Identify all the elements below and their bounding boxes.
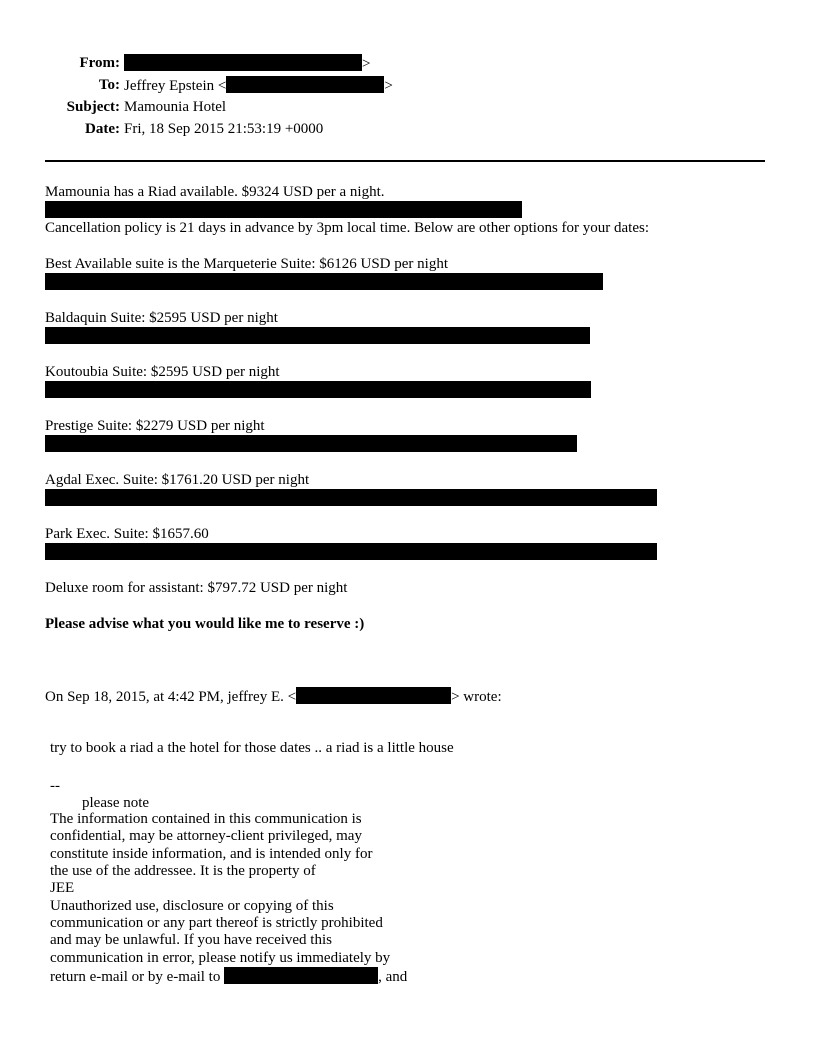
from-value (124, 54, 370, 73)
to-name: Jeffrey Epstein < (124, 78, 227, 94)
disclaimer-line: the use of the addressee. It is the property of (50, 863, 316, 879)
redaction-bar (45, 435, 577, 452)
to-value (124, 76, 393, 95)
suite-line: Koutoubia Suite: $2595 USD per night (45, 364, 280, 380)
to-suffix: > (384, 78, 393, 94)
suite-line: Best Available suite is the Marqueterie Suite: $6126 USD per night (45, 256, 448, 272)
deluxe-text: Deluxe room for assistant: $797.72 USD per night (45, 580, 348, 596)
from-suffix: > (362, 56, 371, 72)
redaction-bar (226, 76, 384, 93)
redaction-bar (45, 543, 657, 560)
last-line-suffix: , and (378, 969, 408, 985)
disclaimer-last-line (50, 967, 407, 986)
header-divider (45, 160, 765, 162)
suite-line: Agdal Exec. Suite: $1761.20 USD per night (45, 472, 310, 488)
disclaimer-line: constitute inside information, and is intended only for (50, 846, 373, 862)
intro-text: Mamounia has a Riad available. $9324 USD per a night. (45, 184, 385, 200)
date-label: Date: (85, 121, 120, 137)
disclaimer-line: communication in error, please notify us immediately by (50, 950, 391, 966)
please-note: please note (82, 795, 150, 811)
disclaimer-line: confidential, may be attorney-client privileged, may (50, 828, 362, 844)
quoted-message: try to book a riad a the hotel for those dates .. a riad is a little house (50, 740, 454, 756)
subject-label: Subject: (66, 99, 120, 115)
redaction-bar (124, 54, 362, 71)
suite-line: Park Exec. Suite: $1657.60 (45, 526, 209, 542)
redaction-bar (45, 273, 603, 290)
suite-line: Baldaquin Suite: $2595 USD per night (45, 310, 278, 326)
disclaimer-line: and may be unlawful. If you have received this (50, 932, 332, 948)
redaction-bar (296, 687, 451, 704)
redaction-bar (45, 327, 590, 344)
date-value: Fri, 18 Sep 2015 21:53:19 +0000 (124, 121, 324, 137)
last-line-prefix: return e-mail or by e-mail to (50, 969, 221, 985)
signature-dashes: -- (50, 778, 60, 794)
redaction-bar (224, 967, 378, 984)
quote-attribution (45, 687, 502, 706)
suite-line: Prestige Suite: $2279 USD per night (45, 418, 265, 434)
disclaimer-line: communication or any part thereof is strictly prohibited (50, 915, 383, 931)
to-label: To: (98, 77, 120, 93)
from-label: From: (79, 55, 120, 71)
disclaimer-line: Unauthorized use, disclosure or copying of this (50, 898, 334, 914)
disclaimer-line: The information contained in this communication is (50, 811, 362, 827)
redaction-bar (45, 489, 657, 506)
attribution-suffix: > wrote: (451, 689, 502, 705)
cancellation-text: Cancellation policy is 21 days in advance by 3pm local time. Below are other options for your dates: (45, 220, 650, 236)
disclaimer-line: JEE (50, 880, 75, 896)
closing-text: Please advise what you would like me to reserve :) (45, 616, 365, 632)
attribution-prefix: On Sep 18, 2015, at 4:42 PM, jeffrey E. < (45, 689, 297, 705)
redaction-bar (45, 201, 522, 218)
redaction-bar (45, 381, 591, 398)
subject-value: Mamounia Hotel (124, 99, 227, 115)
